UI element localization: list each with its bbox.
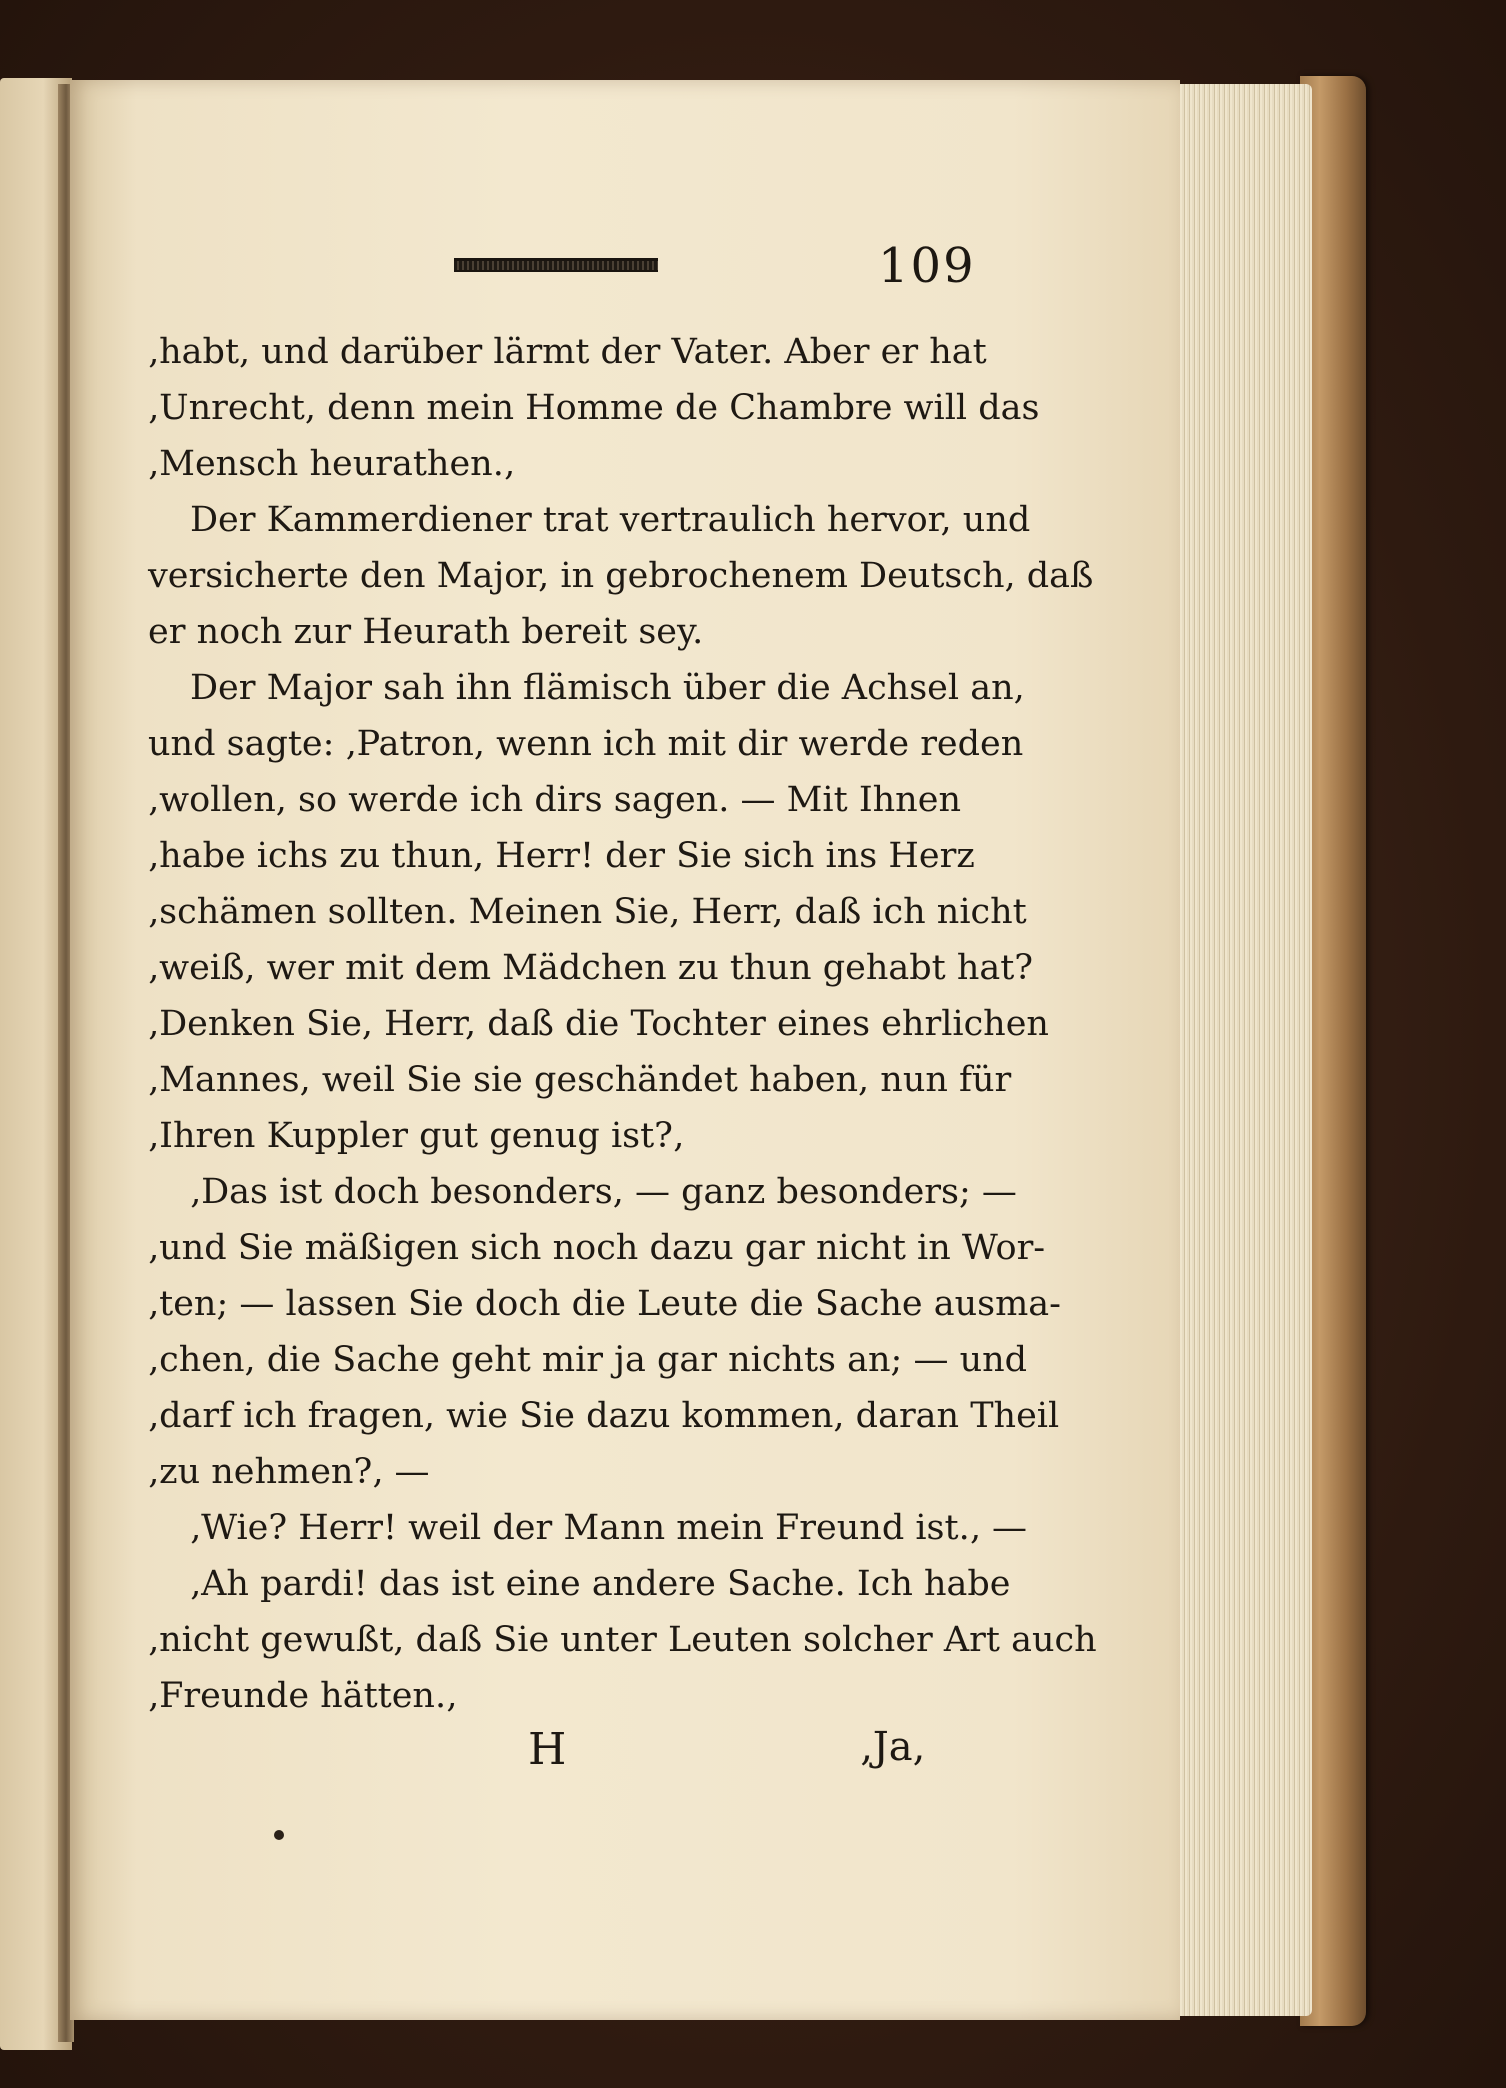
text-line: ‚nicht gewußt, daß Sie unter Leuten solcher Art auch	[148, 1620, 1097, 1660]
signature-mark: H	[528, 1724, 567, 1775]
text-line: ‚Ah pardi! das ist eine andere Sache. Ich habe	[190, 1564, 1011, 1604]
text-line: ‚chen, die Sache geht mir ja gar nichts an; — und	[148, 1340, 1028, 1380]
text-line: ‚Mensch heurathen.‚	[148, 444, 515, 484]
text-line: Der Kammerdiener trat vertraulich hervor, und	[190, 500, 1031, 540]
text-line: ‚Das ist doch besonders, — ganz besonders; —	[190, 1172, 1017, 1212]
text-line: ‚wollen, so werde ich dirs sagen. — Mit Ihnen	[148, 780, 961, 820]
text-line: ‚Ihren Kuppler gut genug ist?‚	[148, 1116, 685, 1156]
text-line: ‚schämen sollten. Meinen Sie, Herr, daß ich nicht	[148, 892, 1027, 932]
text-line: versicherte den Major, in gebrochenem Deutsch, daß	[148, 556, 1094, 596]
text-line: ‚Freunde hätten.‚	[148, 1676, 458, 1716]
text-line: ‚Denken Sie, Herr, daß die Tochter eines ehrlichen	[148, 1004, 1049, 1044]
text-line: ‚darf ich fragen, wie Sie dazu kommen, daran Theil	[148, 1396, 1060, 1436]
text-line: ‚zu nehmen?‚ —	[148, 1452, 430, 1492]
text-line: ‚Unrecht, denn mein Homme de Chambre will das	[148, 388, 1040, 428]
text-line: Der Major sah ihn flämisch über die Achsel an,	[190, 668, 1025, 708]
text-line: ‚ten; — lassen Sie doch die Leute die Sache ausma-	[148, 1284, 1061, 1324]
text-line: ‚und Sie mäßigen sich noch dazu gar nicht in Wor-	[148, 1228, 1046, 1268]
text-line: ‚Mannes, weil Sie sie geschändet haben, nun für	[148, 1060, 1012, 1100]
text-line: ‚Wie? Herr! weil der Mann mein Freund ist.‚ —	[190, 1508, 1027, 1548]
page-number: 109	[878, 238, 976, 294]
page-stack-edge	[1172, 84, 1312, 2016]
text-line: ‚weiß, wer mit dem Mädchen zu thun gehabt hat?	[148, 948, 1034, 988]
text-line: ‚habe ichs zu thun, Herr! der Sie sich ins Herz	[148, 836, 975, 876]
body-text	[148, 324, 1097, 1724]
text-line: er noch zur Heurath bereit sey.	[148, 612, 704, 652]
text-line: und sagte: ‚Patron, wenn ich mit dir werde reden	[148, 724, 1024, 764]
header-rule	[454, 258, 658, 272]
catchword: ‚Ja,	[860, 1724, 926, 1770]
text-line: ‚habt, und darüber lärmt der Vater. Aber er hat	[148, 332, 987, 372]
ink-spot	[274, 1830, 284, 1840]
